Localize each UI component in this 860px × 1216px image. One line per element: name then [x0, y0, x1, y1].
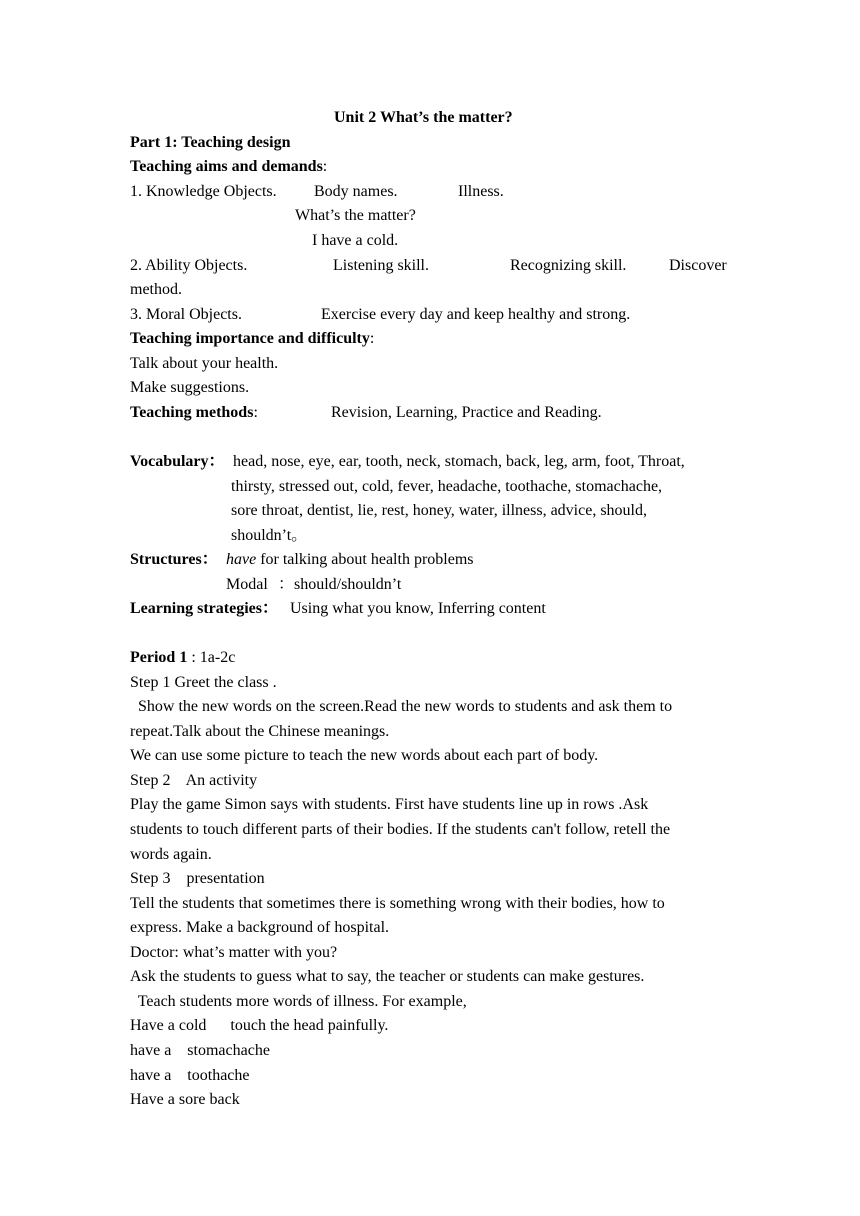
ability-label: 2. Ability Objects. [130, 257, 248, 274]
strategies-text: Using what you know, Inferring content [290, 600, 546, 617]
period-heading: Period 1 [130, 649, 188, 666]
period-line: Tell the students that sometimes there is something wrong with their bodies, how to [130, 895, 665, 912]
aims-colon: : [322, 158, 328, 175]
period-line: Step 2 An activity [130, 772, 258, 789]
period-label: : 1a-2c [187, 649, 236, 666]
importance-line-2: Make suggestions. [130, 379, 250, 396]
vocabulary-line-3: sore throat, dentist, lie, rest, honey, water, illness, advice, should, [231, 502, 647, 519]
period-line: Step 3 presentation [130, 870, 265, 887]
period-line: Have a cold touch the head painfully. [130, 1017, 389, 1034]
period-line: Teach students more words of illness. For example, [130, 993, 467, 1010]
methods-colon: : [253, 404, 258, 421]
vocabulary-line-4: shouldn’t。 [231, 527, 308, 544]
vocabulary-heading: Vocabulary： [130, 453, 225, 470]
period-line: Have a sore back [130, 1091, 240, 1108]
part-heading: Part 1: Teaching design [130, 134, 291, 151]
period-line: students to touch different parts of their bodies. If the students can't follow, retell the [130, 821, 671, 838]
period-line: Show the new words on the screen.Read the new words to students and ask them to [130, 698, 673, 715]
importance-line-1: Talk about your health. [130, 355, 279, 372]
structures-heading: Structures： [130, 551, 218, 568]
structures-line-1-text: for talking about health problems [256, 551, 474, 568]
vocabulary-line-1: head, nose, eye, ear, tooth, neck, stomach, back, leg, arm, foot, Throat, [233, 453, 685, 470]
period-line: Ask the students to guess what to say, the teacher or students can make gestures. [130, 968, 645, 985]
knowledge-item-illness: Illness. [458, 183, 504, 200]
moral-text: Exercise every day and keep healthy and strong. [321, 306, 631, 323]
period-line: We can use some picture to teach the new words about each part of body. [130, 747, 599, 764]
period-line: have a toothache [130, 1067, 250, 1084]
importance-heading: Teaching importance and difficulty [130, 330, 370, 347]
period-line: Step 1 Greet the class . [130, 674, 277, 691]
methods-text: Revision, Learning, Practice and Reading. [331, 404, 602, 421]
period-line: Doctor: what’s matter with you? [130, 944, 338, 961]
knowledge-sentence-1: What’s the matter? [295, 207, 416, 224]
structures-have: have [226, 551, 257, 568]
document-title: Unit 2 What’s the matter? [334, 109, 513, 126]
period-line: words again. [130, 846, 212, 863]
importance-colon: : [369, 330, 375, 347]
period-line: Play the game Simon says with students. First have students line up in rows .Ask [130, 796, 649, 813]
knowledge-label: 1. Knowledge Objects. [130, 183, 277, 200]
period-heading-line [130, 648, 235, 668]
vocabulary-line-2: thirsty, stressed out, cold, fever, headache, toothache, stomachache, [231, 478, 663, 495]
knowledge-sentence-2: I have a cold. [312, 232, 399, 249]
structures-line-1 [226, 550, 473, 570]
structures-modal-text: ：should/shouldn’t [278, 576, 402, 593]
period-line: express. Make a background of hospital. [130, 919, 390, 936]
period-line: have a stomachache [130, 1042, 270, 1059]
ability-continuation: method. [130, 281, 182, 298]
knowledge-item-body-names: Body names. [314, 183, 398, 200]
methods-heading-line [130, 403, 258, 423]
structures-modal-label: Modal [226, 576, 268, 593]
ability-item-discover: Discover [669, 257, 727, 274]
strategies-heading: Learning strategies： [130, 600, 278, 617]
moral-label: 3. Moral Objects. [130, 306, 242, 323]
ability-item-recognizing: Recognizing skill. [510, 257, 627, 274]
aims-heading-line [130, 157, 327, 177]
period-line: repeat.Talk about the Chinese meanings. [130, 723, 390, 740]
methods-heading: Teaching methods [130, 404, 254, 421]
aims-heading: Teaching aims and demands [130, 158, 323, 175]
importance-heading-line [130, 329, 374, 349]
ability-item-listening: Listening skill. [333, 257, 429, 274]
